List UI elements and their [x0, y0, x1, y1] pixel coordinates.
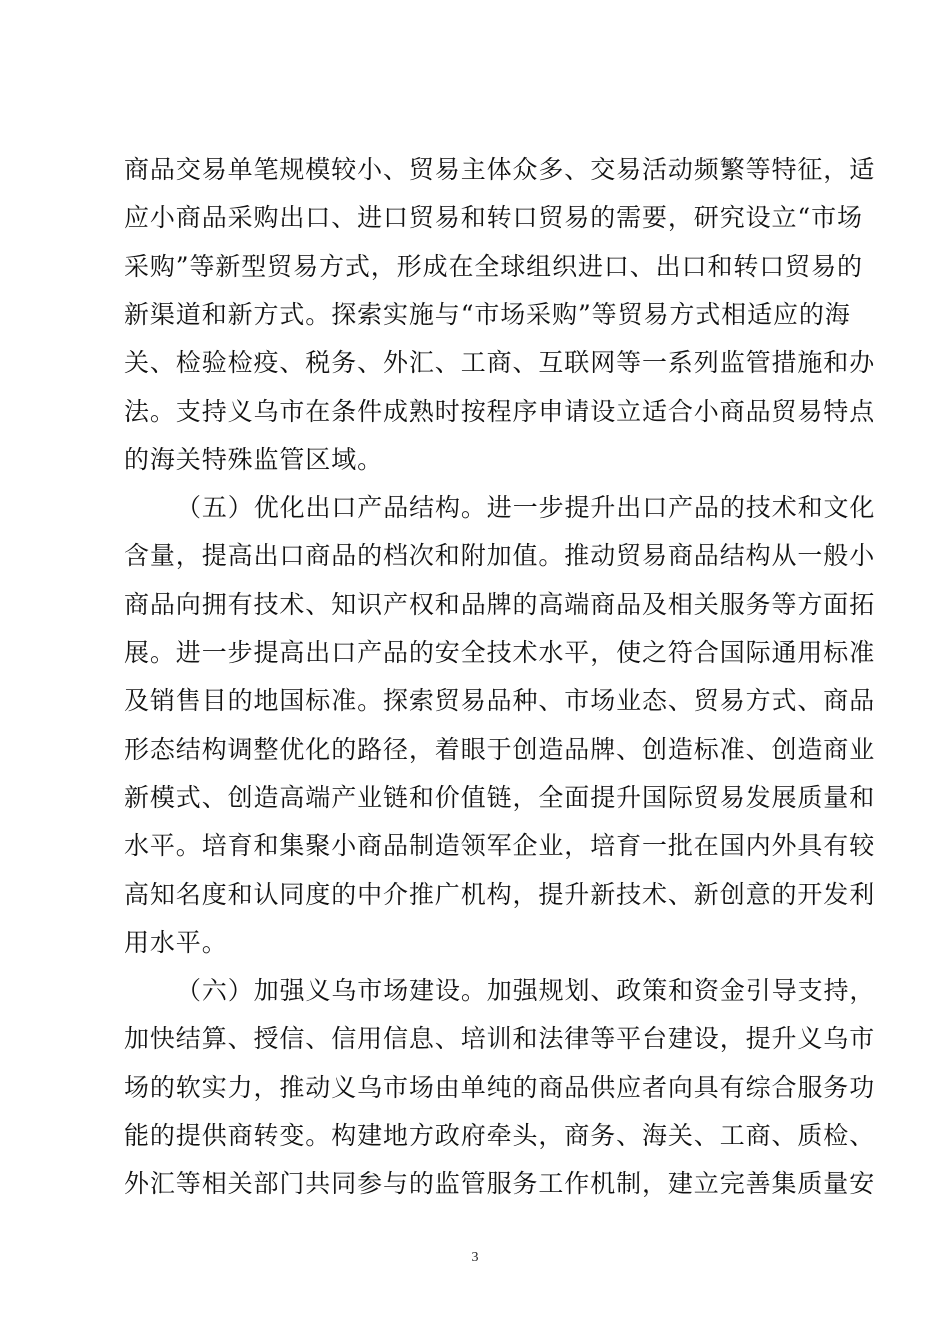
- text-line: 新模式、创造高端产业链和价值链，全面提升国际贸易发展质量和: [124, 782, 876, 812]
- text-line: 场的软实力，推动义乌市场由单纯的商品供应者向具有综合服务功: [124, 1072, 876, 1102]
- text-line: 应小商品采购出口、进口贸易和转口贸易的需要，研究设立“市场: [124, 203, 863, 233]
- text-line: （六）加强义乌市场建设。加强规划、政策和资金引导支持，: [176, 976, 876, 1006]
- text-line: 高知名度和认同度的中介推广机构，提升新技术、新创意的开发利: [124, 879, 876, 909]
- text-line: 新渠道和新方式。探索实施与“市场采购”等贸易方式相适应的海: [124, 299, 851, 329]
- text-line: 形态结构调整优化的路径，着眼于创造品牌、创造标准、创造商业: [124, 734, 876, 764]
- text-line: 的海关特殊监管区域。: [124, 444, 384, 474]
- text-line: 采购”等新型贸易方式，形成在全球组织进口、出口和转口贸易的: [124, 251, 863, 281]
- text-line: 加快结算、授信、信用信息、培训和法律等平台建设，提升义乌市: [124, 1024, 876, 1054]
- text-line: 水平。培育和集聚小商品制造领军企业，培育一批在国内外具有较: [124, 831, 876, 861]
- page-number: 3: [471, 1250, 479, 1265]
- text-line: 外汇等相关部门共同参与的监管服务工作机制，建立完善集质量安: [124, 1169, 876, 1199]
- text-line: 关、检验检疫、税务、外汇、工商、互联网等一系列监管措施和办: [124, 348, 876, 378]
- text-line: 用水平。: [124, 927, 228, 957]
- text-line: 能的提供商转变。构建地方政府牵头，商务、海关、工商、质检、: [124, 1121, 876, 1150]
- text-line: 含量，提高出口商品的档次和附加值。推动贸易商品结构从一般小: [124, 541, 876, 571]
- text-line: 展。进一步提高出口产品的安全技术水平，使之符合国际通用标准: [124, 638, 876, 667]
- text-line: 及销售目的地国标准。探索贸易品种、市场业态、贸易方式、商品: [124, 686, 876, 716]
- text-line: 法。支持义乌市在条件成熟时按程序申请设立适合小商品贸易特点: [124, 396, 876, 426]
- text-line: 商品交易单笔规模较小、贸易主体众多、交易活动频繁等特征，适: [124, 155, 876, 184]
- text-line: （五）优化出口产品结构。进一步提升出口产品的技术和文化: [176, 493, 876, 523]
- text-line: 商品向拥有技术、知识产权和品牌的高端商品及相关服务等方面拓: [124, 589, 876, 619]
